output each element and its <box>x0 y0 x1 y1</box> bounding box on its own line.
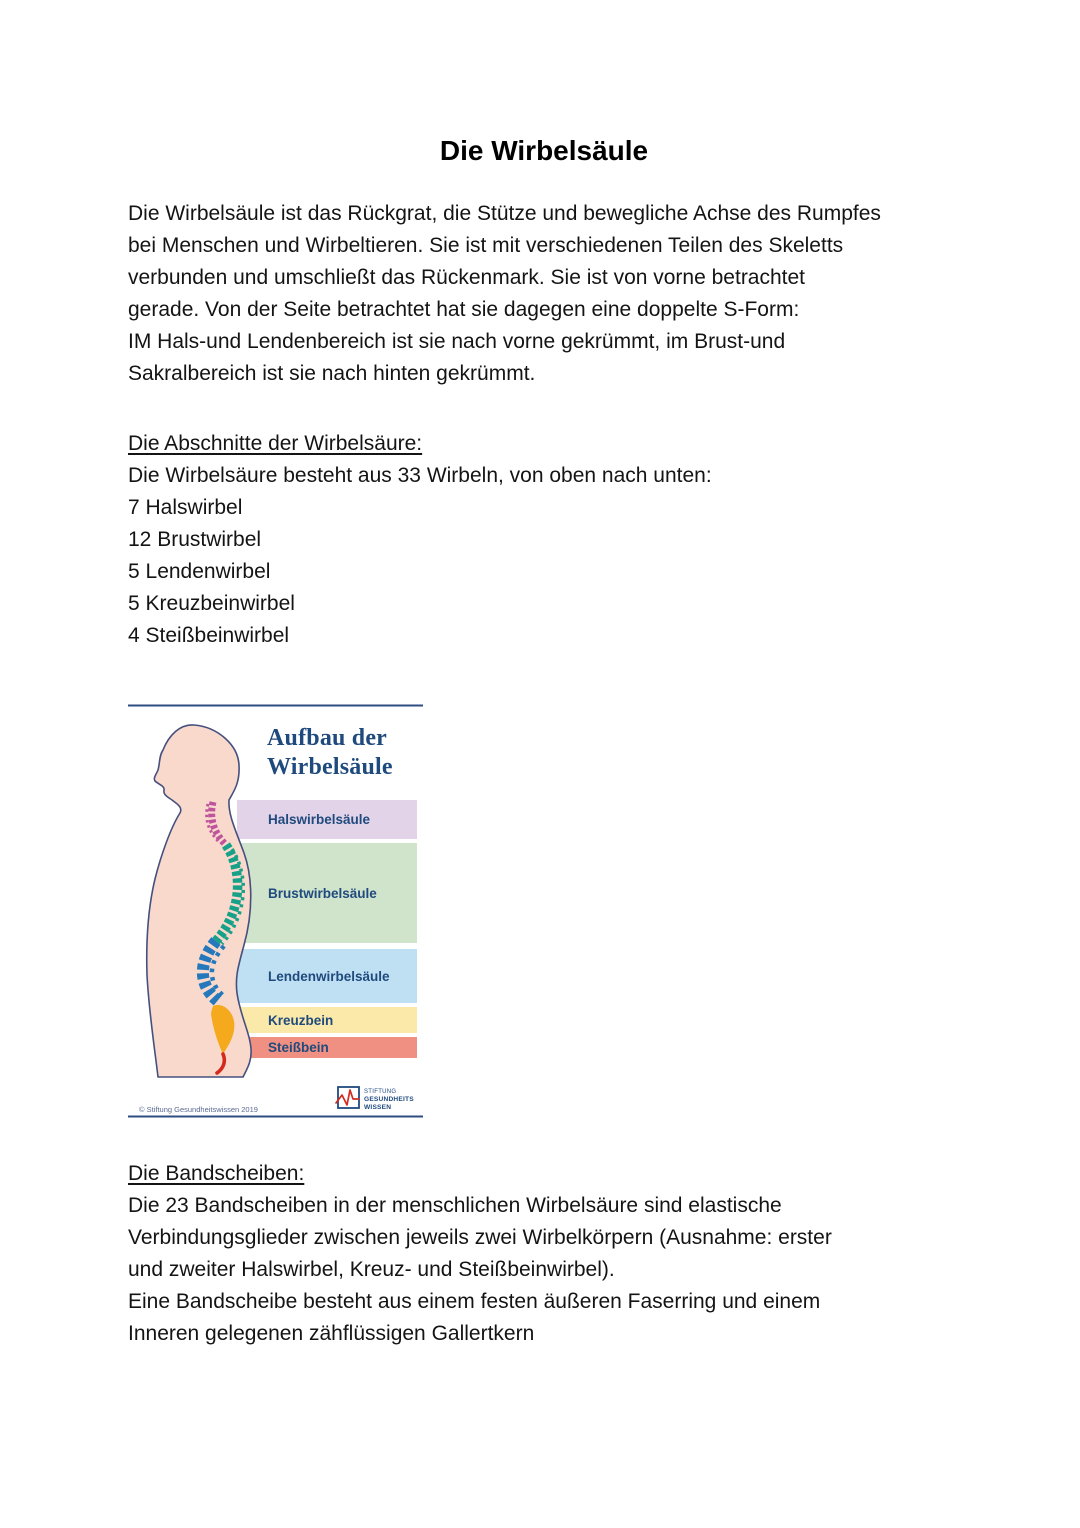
text-line: Sakralbereich ist sie nach hinten gekrümmt. <box>128 362 536 385</box>
text-line: Die Wirbelsäure besteht aus 33 Wirbeln, von oben nach unten: <box>128 464 712 487</box>
spine-diagram-svg <box>128 703 423 1118</box>
label-kreuzbein: Kreuzbein <box>268 1013 334 1028</box>
text-line: Die Wirbelsäule ist das Rückgrat, die Stütze und bewegliche Achse des Rumpfes <box>128 202 881 225</box>
intro-paragraph <box>128 198 960 390</box>
logo-text-line1: STIFTUNG <box>364 1089 397 1095</box>
section-heading-bandscheiben: Die Bandscheiben: <box>128 1162 305 1185</box>
label-halswirbelsaeule: Halswirbelsäule <box>268 812 371 827</box>
text-line: IM Hals-und Lendenbereich ist sie nach vorne gekrümmt, im Brust-und <box>128 330 786 353</box>
logo-text-line2: GESUNDHEITS <box>364 1096 414 1103</box>
text-line: bei Menschen und Wirbeltieren. Sie ist mit verschiedenen Teilen des Skeletts <box>128 234 844 257</box>
text-line: verbunden und umschließt das Rückenmark. Sie ist von vorne betrachtet <box>128 266 806 289</box>
list-item: 4 Steißbeinwirbel <box>128 624 290 647</box>
diagram-title-line2: Wirbelsäule <box>267 754 393 780</box>
list-item: 7 Halswirbel <box>128 496 243 519</box>
text-line: gerade. Von der Seite betrachtet hat sie dagegen eine doppelte S-Form: <box>128 298 800 321</box>
list-item: 5 Lendenwirbel <box>128 560 271 583</box>
diagram-title-line1: Aufbau der <box>267 725 388 751</box>
page-title: Die Wirbelsäule <box>439 135 649 166</box>
label-lendenwirbelsaeule: Lendenwirbelsäule <box>268 969 390 984</box>
section-abschnitte <box>128 428 960 652</box>
section-heading-abschnitte: Die Abschnitte der Wirbelsäure: <box>128 432 423 455</box>
text-line: Inneren gelegenen zähflüssigen Gallertkern <box>128 1322 535 1345</box>
text-line: Die 23 Bandscheiben in der menschlichen Wirbelsäure sind elastische <box>128 1194 782 1217</box>
spine-infographic <box>128 703 423 1123</box>
label-brustwirbelsaeule: Brustwirbelsäule <box>268 886 377 901</box>
list-item: 12 Brustwirbel <box>128 528 262 551</box>
text-line: Eine Bandscheibe besteht aus einem festen äußeren Faserring und einem <box>128 1290 821 1313</box>
diagram-copyright: © Stiftung Gesundheitswissen 2019 <box>139 1105 258 1114</box>
text-line: und zweiter Halswirbel, Kreuz- und Steißbeinwirbel). <box>128 1258 615 1281</box>
logo-text-line3: WISSEN <box>364 1104 392 1111</box>
stiftung-gesundheitswissen-logo <box>336 1087 414 1111</box>
list-item: 5 Kreuzbeinwirbel <box>128 592 295 615</box>
section-bandscheiben <box>128 1158 960 1350</box>
text-line: Verbindungsglieder zwischen jeweils zwei Wirbelkörpern (Ausnahme: erster <box>128 1226 832 1249</box>
label-steissbein: Steißbein <box>268 1040 329 1055</box>
